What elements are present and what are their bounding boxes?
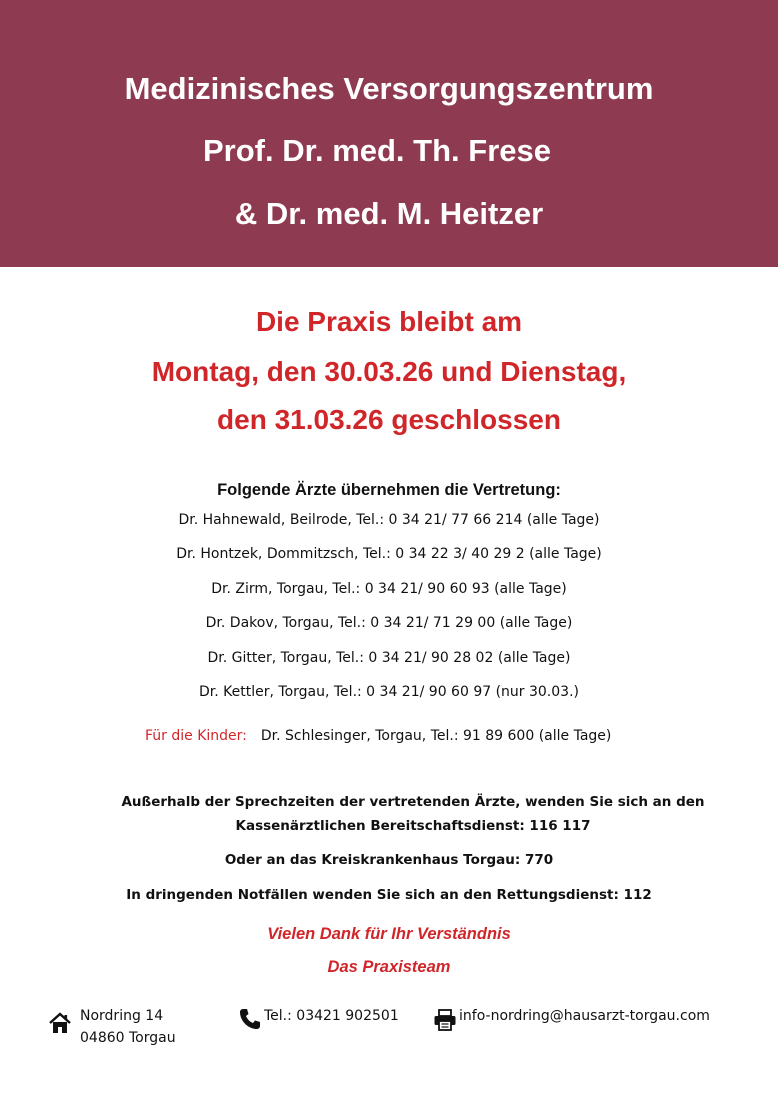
email-address[interactable]: info-nordring@hausarzt-torgau.com [459, 1008, 710, 1024]
doctor-entry: Dr. Dakov, Torgau, Tel.: 0 34 21/ 71 29 00 (alle Tage) [205, 615, 573, 631]
kids-label: Für die Kinder: [145, 728, 247, 744]
printer-icon [433, 1009, 457, 1035]
header-title-line-1: Medizinisches Versorgungszentrum [124, 71, 654, 106]
address-city: 04860 Torgau [80, 1030, 176, 1046]
closure-notice-line-2: Montag, den 30.03.26 und Dienstag, [151, 356, 627, 387]
after-hours-info-line-2: Kassenärztlichen Bereitschaftsdienst: 116 117 [235, 818, 591, 834]
doctor-entry: Dr. Zirm, Torgau, Tel.: 0 34 21/ 90 60 93 (alle Tage) [211, 581, 567, 597]
doctor-entry: Dr. Hontzek, Dommitzsch, Tel.: 0 34 22 3/ 40 29 2 (alle Tage) [176, 546, 602, 562]
doctor-entry: Dr. Hahnewald, Beilrode, Tel.: 0 34 21/ 77 66 214 (alle Tage) [178, 512, 600, 528]
phone-number[interactable]: Tel.: 03421 902501 [264, 1008, 399, 1024]
kids-doctor-text: Dr. Schlesinger, Torgau, Tel.: 91 89 600 (alle Tage) [260, 728, 612, 744]
signature-line: Das Praxisteam [327, 958, 451, 976]
header-banner [0, 0, 778, 267]
footer [0, 1006, 778, 1066]
hospital-info: Oder an das Kreiskrankenhaus Torgau: 770 [224, 852, 554, 868]
phone-icon [238, 1007, 262, 1035]
thanks-line: Vielen Dank für Ihr Verständnis [267, 925, 511, 943]
header-title-line-3: & Dr. med. M. Heitzer [234, 196, 544, 231]
kids-doctor-entry [145, 728, 611, 744]
substitutes-heading: Folgende Ärzte übernehmen die Vertretung: [217, 481, 561, 499]
doctor-entry: Dr. Gitter, Torgau, Tel.: 0 34 21/ 90 28 02 (alle Tage) [207, 650, 571, 666]
header-title-line-2: Prof. Dr. med. Th. Frese [203, 133, 551, 168]
emergency-info: In dringenden Notfällen wenden Sie sich an den Rettungsdienst: 112 [126, 887, 652, 903]
address-street: Nordring 14 [80, 1008, 164, 1024]
closure-notice-line-3: den 31.03.26 geschlossen [217, 404, 561, 435]
home-icon [48, 1012, 72, 1038]
closure-notice-line-1: Die Praxis bleibt am [255, 306, 523, 337]
doctor-entry: Dr. Kettler, Torgau, Tel.: 0 34 21/ 90 60 97 (nur 30.03.) [199, 684, 579, 700]
after-hours-info-line-1: Außerhalb der Sprechzeiten der vertretenden Ärzte, wenden Sie sich an den [121, 794, 705, 810]
